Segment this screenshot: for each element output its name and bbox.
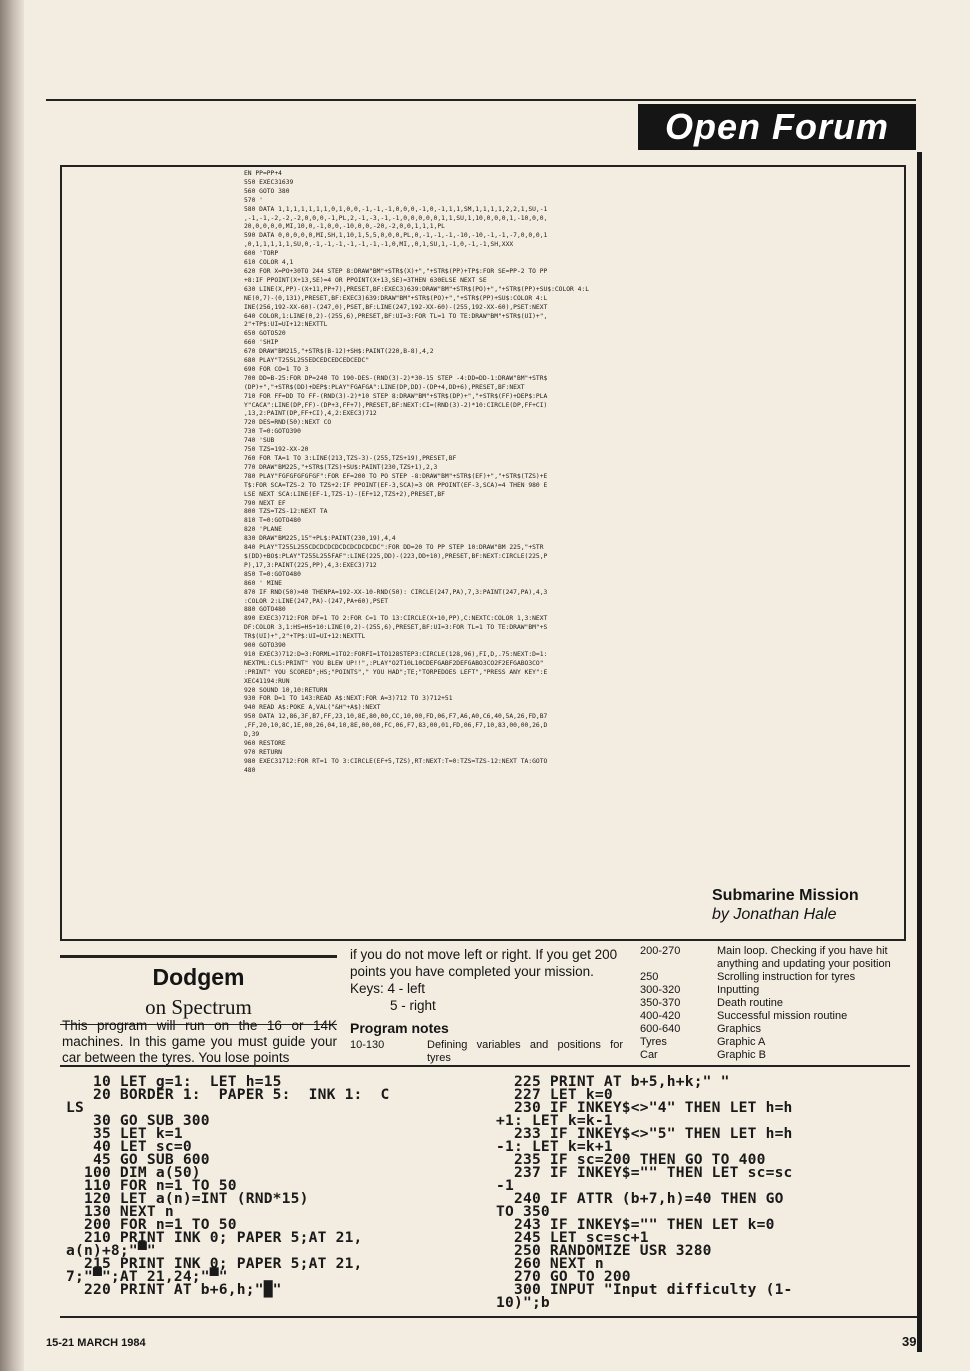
code-line: 40 LET sc=0 [66,1138,192,1155]
code-line: 220 PRINT AT b+6,h;"█" [66,1281,282,1298]
code-line: 480 [244,766,256,774]
code-line: 920 SOUND 10,10:RETURN [244,686,328,694]
note-range: 600-640 [640,1023,681,1035]
code-line: $(DD)+BO$:PLAY"T255L255FAF":LINE(225,DD)-(223,DD+10),PRESET,BF:NEXT:CIRCLE(225,P [244,552,548,560]
code-line: ,-1,-1,-2,-2,-2,0,0,0,-1,PL,2,-1,-3,-1,-1,0,0,0,0,0,1,1,SU,1,10,0,0,0,1,-10,0,0, [244,214,548,222]
dodgem-keys [350,980,436,1014]
submarine-listing [244,170,694,940]
code-line: 890 EXEC3)712:FOR DF=1 TO 2:FOR C=1 TO 13:CIRCLE(X+10,PP),C:NEXTC:COLOR 1,3:NEXT [244,615,548,623]
dodgem-intro-continued: if you do not move left or right. If you get 200 points you have completed your mission. [350,947,618,979]
code-line: 100 DIM a(50) [66,1164,201,1181]
code-line: :COLOR 2:LINE(247,PA)-(247,PA+60),PSET [244,597,389,605]
code-line: 880 GOTO480 [244,606,286,614]
code-line: P),17,3:PAINT(225,PP),4,3:EXEC3)712 [244,561,377,569]
code-line: 720 DES=RND(50):NEXT CO [244,419,332,427]
code-line: LS [66,1099,84,1116]
note-description: Main loop. Checking if you have hit anything and updating your position [717,945,891,970]
code-line: 35 LET k=1 [66,1125,183,1142]
dodgem-title: Dodgem [152,964,245,990]
key-left: Keys: 4 - left [350,981,426,996]
code-line: 245 LET sc=sc+1 [496,1229,649,1246]
note-range: Tyres [640,1036,667,1048]
code-line: (DP)+","+STR$(DD)+DEP$:PLAY"FGAFGA":LINE(DP,DD)-(DP+4,DD+6),PRESET,BF:NEXT [244,383,525,391]
note-description: Defining variables and positions for tyres [427,1039,623,1064]
code-line: 930 FOR D=1 TO 143:READ A$:NEXT:FOR A=3)712 TO 3)712+51 [244,695,453,703]
code-line: 760 FOR TA=1 TO 3:LINE(213,TZS-3)-(255,TZS+19),PRESET,BF [244,455,457,462]
code-line: 10 LET g=1: LET h=15 [66,1073,282,1090]
code-line: 10)";b [496,1294,550,1311]
dodgem-header [60,955,337,1025]
code-line: 630 LINE(X,PP)-(X+11,PP+7),PRESET,BF:EXEC3)639:DRAW"BM"+STR$(PO)+","+STR$(PP)+SU$:COLOR 4:L [244,285,589,293]
code-line: -1 [496,1177,514,1194]
code-line: 750 TZS=192-XX-20 [244,446,309,454]
dodgem-platform: on Spectrum [145,995,252,1019]
note-description: Graphic B [717,1049,766,1061]
code-line: 230 IF INKEY$<>"4" THEN LET h=h [496,1099,793,1116]
code-line: 850 T=0:GOTO480 [244,570,301,578]
code-line: LSE NEXT SCA:LINE(EF-1,TZS-1)-(EF+12,TZS+2),PRESET,BF [244,490,445,498]
code-line: ,0,1,1,1,1,1,SU,0,-1,-1,-1,-1,-1,-1,-1,0,MI,,0,1,SU,1,-1,0,-1,-1,SH,XXX [244,241,514,249]
dodgem-listing-left [66,1075,486,1296]
code-line: a(n)+8;"▀" [66,1242,156,1259]
code-line: 130 NEXT n [66,1203,174,1220]
spacer [640,958,710,971]
code-line: 120 LET a(n)=INT (RND*15) [66,1190,309,1207]
notes-descriptions-column [717,945,912,1062]
page-number: 39 [902,1334,917,1349]
code-line: NEXTML:CLS:PRINT" YOU BLEW UP!!",:PLAY"O2T10L10CDEFGABF2DEFGABO3CO2F2EFGABO3CO" [244,659,544,667]
code-line: 30 GO SUB 300 [66,1112,210,1129]
code-line: ,FF,20,10,8C,1E,00,26,04,10,8E,00,00,FC,06,F7,83,00,01,FD,06,F7,10,83,00,00,26,D [244,722,548,730]
code-line: 110 FOR n=1 TO 50 [66,1177,237,1194]
code-line: TR$(UI)+",2"+TP$:UI=UI+12:NEXTTL [244,633,366,641]
note-range: 300-320 [640,984,681,996]
code-line: 45 GO SUB 600 [66,1151,210,1168]
code-line: 980 EXEC31712:FOR RT=1 TO 3:CIRCLE(EF+5,TZS),RT:NEXT:T=0:TZS=TZS-12:NEXT TA:GOTO [244,757,548,765]
code-line: 620 FOR X=PO+30TO 244 STEP 8:DRAW"BM"+STR$(X)+","+STR$(PP)+TP$:FOR SE=PP-2 TO PP [244,267,548,275]
code-line: 610 COLOR 4,1 [244,259,294,267]
note-range: 350-370 [640,997,681,1009]
code-line: EN PP=PP+4 [244,170,282,177]
code-line: 560 GOTO 380 [244,187,290,195]
code-line: 250 RANDOMIZE USR 3280 [496,1242,712,1259]
code-line: XEC41194:RUN [244,677,290,685]
code-line: 235 IF sc=200 THEN GO TO 400 [496,1151,766,1168]
code-line: 600 'TORP [244,250,279,258]
code-line: 650 GOTO520 [244,330,286,338]
code-line: 810 T=0:GOTO480 [244,517,301,525]
code-line: 690 FOR CO=1 TO 3 [244,365,309,373]
key-right: 5 - right [390,998,436,1013]
article-author: by Jonathan Hale [712,906,837,923]
program-notes-heading: Program notes [350,1020,449,1036]
code-line: 20,0,0,0,0,MI,10,0,-1,0,0,-10,0,0,-20,-2,0,0,1,1,1,PL [244,223,445,231]
notes-ranges-column [640,945,710,1062]
note-range: Car [640,1049,658,1061]
code-line: 970 RETURN [244,748,282,756]
code-line: 20 BORDER 1: PAPER 5: INK 1: C [66,1086,390,1103]
top-rule [46,99,916,101]
code-line: 200 FOR n=1 TO 50 [66,1216,237,1233]
code-line: DF:COLOR 3,1:HS=HS+10:LINE(0,2)-(255,6),PRESET,BF:UI=3:FOR TL=1 TO TE:DRAW"BM"+S [244,624,548,632]
code-line: Y"CACA":LINE(DP,FF)-(DP+3,FF+7),PRESET,BF:NEXT:CI=(RND(3)-2)*10:CIRCLE(DP,FF+CI) [244,401,548,409]
code-line: 680 PLAY"T255L255EDCEDCEDCEDCEDC" [244,357,370,365]
code-line: 570 ' [244,196,263,204]
code-line: 660 'SHIP [244,339,279,347]
note-description: Graphic A [717,1036,766,1048]
code-line: 215 PRINT INK 0; PAPER 5;AT 21, [66,1255,363,1272]
code-line: 800 TZS=TZS-12:NEXT TA [244,508,328,516]
code-line: 710 FOR FF=DD TO FF-(RND(3)-2)*10 STEP 8:DRAW"BM"+STR$(DP)+","+STR$(FF)+DEP$:PLA [244,392,548,400]
code-line: 210 PRINT INK 0; PAPER 5;AT 21, [66,1229,363,1246]
code-line: :PRINT" YOU SCORED";HS;"POINTS"," YOU HAD";TE;"TORPEDOES LEFT","PRESS ANY KEY":E [244,668,548,676]
code-line: 950 DATA 12,86,3F,B7,FF,23,10,8E,80,00,CC,10,00,FD,06,F7,A6,A0,C6,40,5A,26,FD,B7 [244,713,548,721]
code-line: INE(256,192-XX-60)-(247,0),PSET,BF:LINE(247,192-XX-60)-(255,192-XX-60),PSET:NEXT [244,303,548,311]
note-description: Graphics [717,1023,762,1035]
code-line: 260 NEXT n [496,1255,604,1272]
note-range: 400-420 [640,1010,681,1022]
code-line: 2"+TP$:UI=UI+12:NEXTTL [244,321,328,329]
code-line: +1: LET k=k-1 [496,1112,613,1129]
code-line: NE(0,7)-(0,131),PRESET,BF:EXEC3)639:DRAW"BM"+STR$(PO)+","+STR$(PP)+SU$:COLOR 4:L [244,294,548,302]
bottom-rule [60,1316,918,1318]
code-line: 700 DD=B-25:FOR DP=240 TO 190-DES-(RND(3)-2)*30-15 STEP -4:DD=DD-1:DRAW"BM"+STR$ [244,374,548,382]
code-line: 740 'SUB [244,437,275,445]
note-range: 10-130 [350,1039,385,1051]
issue-date: 15-21 MARCH 1984 [46,1337,146,1349]
code-line: 770 DRAW"BM225,"+STR$(TZS)+SU$:PAINT(230,TZS+1),2,3 [244,463,438,471]
code-line: 270 GO TO 200 [496,1268,631,1285]
note-description: Successful mission routine [717,1010,848,1022]
code-line: 780 PLAY"FGFGFGFGFGF":FOR EF=200 TO PO STEP -8:DRAW"BM"+STR$(EF)+","+STR$(TZS)+E [244,472,548,480]
note-range: 200-270 [640,945,681,957]
code-line: 870 IF RND(50)>40 THENPA=192-XX-10-RND(50): CIRCLE(247,PA),7,3:PAINT(247,PA),4,3 [244,588,548,596]
section-banner [638,104,916,150]
dodgem-listing-right [496,1075,916,1309]
code-line: 900 GOTO390 [244,642,286,650]
code-line: 910 EXEC3)712:D=3:FORML=1TO2:FORFI=1TO128STEP3:CIRCLE(128,96),FI,D,.75:NEXT:D=1: [244,650,548,658]
code-line: 790 NEXT EF [244,499,286,507]
code-line: 227 LET k=0 [496,1086,613,1103]
note-description: Inputting [717,984,760,996]
code-line: 580 DATA 1,1,1,1,1,1,1,0,1,0,0,-1,-1,-1,0,0,0,-1,0,-1,1,1,SM,1,1,1,1,2,2,1,SU,-1 [244,205,548,213]
code-line: 840 PLAY"T255L255CDCDCDCDCDCDCDCDCDC":FOR DD=20 TO PP STEP 10:DRAW"BM 225,"+STR [244,544,544,552]
code-line: 300 INPUT "Input difficulty (1- [496,1281,793,1298]
listing-divider [60,1065,910,1067]
note-range: 250 [640,971,659,983]
code-line: 7;"▀";AT 21,24;"▀" [66,1268,228,1285]
section-banner-title: Open Forum [665,106,889,147]
code-line: 640 COLOR,1:LINE(0,2)-(255,6),PRESET,BF:UI=3:FOR TL=1 TO TE:DRAW"BM"+STR$(UI)+", [244,312,548,320]
code-line: T$:FOR SCA=TZS-2 TO TZS+2:IF PPOINT(EF-3,SCA)=3 OR PPOINT(EF-3,SCA)=4 THEN 980 E [244,481,548,489]
code-line: 240 IF ATTR (b+7,h)=40 THEN GO [496,1190,784,1207]
right-column-bar [917,152,922,1352]
code-line: 860 ' MINE [244,579,282,587]
code-line: 550 EXEC31639 [244,178,294,186]
code-line: 820 'PLANE [244,526,282,534]
code-line: 830 DRAW"BM225,15"+PL$:PAINT(230,19),4,4 [244,535,396,543]
code-line: TO 350 [496,1203,550,1220]
code-line: +8:IF PPOINT(X+13,SE)=4 OR PPOINT(X+13,SE)=3THEN 630ELSE NEXT SE [244,276,487,284]
note-description: Scrolling instruction for tyres [717,971,856,983]
code-line: 225 PRINT AT b+5,h+k;" " [496,1073,730,1090]
dodgem-intro: This program will run on the 16 or 14K machines. In this game you must guide your car between the tyres. You lose points [62,1018,337,1065]
code-line: 590 DATA 0,0,0,0,0,MI,SH,1,10,1,5,5,0,0,0,PL,0,-1,-1,-1,-10,-10,-1,-1,-7,0,0,0,1 [244,232,548,240]
code-line: ,13,2:PAINT(DP,FF+CI),4,2:EXEC3)712 [244,410,377,418]
code-line: 243 IF INKEY$="" THEN LET k=0 [496,1216,775,1233]
code-line: 940 READ A$:POKE A,VAL("&H"+A$):NEXT [244,704,381,712]
code-line: 237 IF INKEY$="" THEN LET sc=sc [496,1164,793,1181]
article-title: Submarine Mission [712,887,859,904]
code-line: 730 T=0:GOTO390 [244,428,301,436]
code-line: -1: LET k=k+1 [496,1138,613,1155]
note-description: Death routine [717,997,784,1009]
code-line: 233 IF INKEY$<>"5" THEN LET h=h [496,1125,793,1142]
code-line: 670 DRAW"BM215,"+STR$(B-12)+SH$:PAINT(220,B-8),4,2 [244,348,434,356]
code-line: 960 RESTORE [244,740,286,747]
page-binding-shadow [0,0,24,1371]
code-line: D,39 [244,731,260,739]
